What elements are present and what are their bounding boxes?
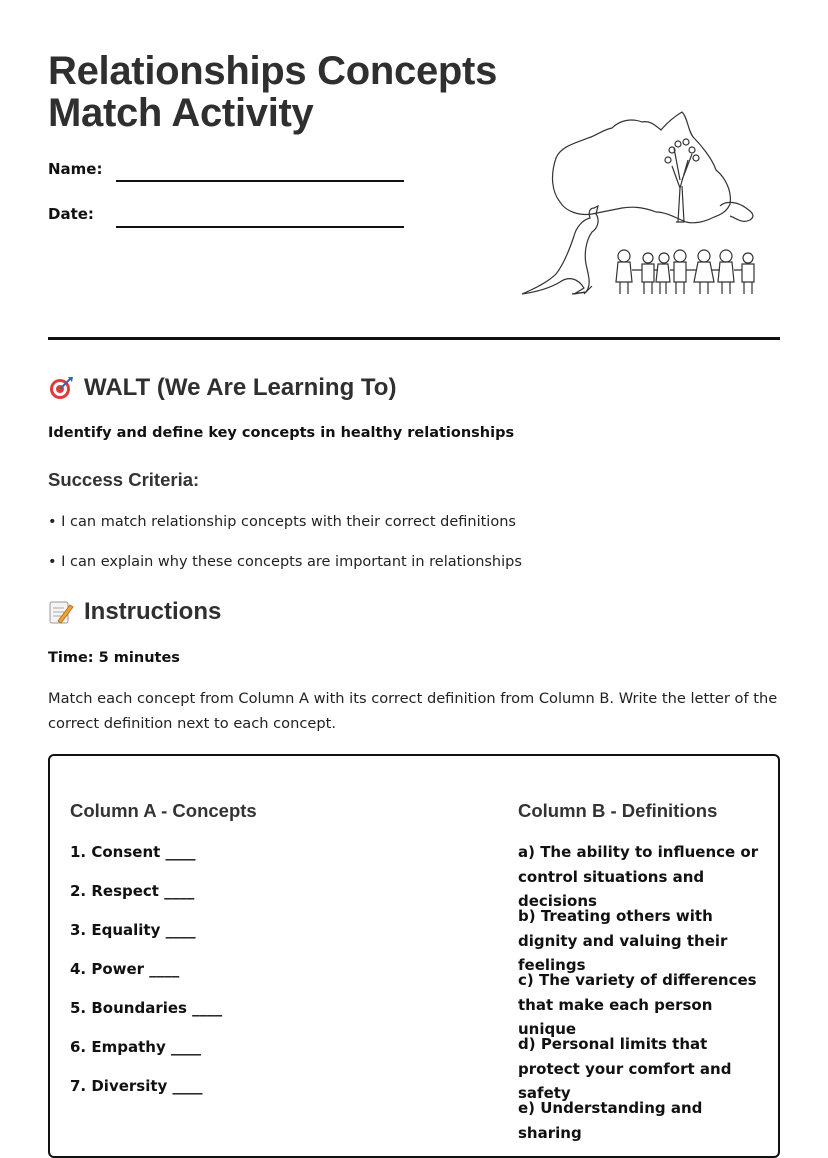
date-line[interactable] [116,226,404,228]
success-heading: Success Criteria: [48,469,200,490]
concept-item[interactable]: 7. Diversity ____ [70,1077,203,1095]
concept-item[interactable]: 1. Consent ____ [70,843,196,861]
page-title [48,50,497,134]
date-field[interactable] [48,205,94,223]
criteria-item: • I can explain why these concepts are important in relationships [48,554,522,570]
matching-box [48,754,780,1158]
instructions-text: Match each concept from Column A with its correct definition from Column B. Write the letter of the correct definition next to each concept. [48,690,778,732]
definition-item: c) The variety of differences that make each person unique [518,971,757,1038]
name-line[interactable] [116,180,404,182]
walt-heading [48,374,396,402]
concept-item[interactable]: 6. Empathy ____ [70,1038,201,1056]
instructions-heading [48,598,221,626]
criteria-item: • I can match relationship concepts with their correct definitions [48,514,516,530]
walt-heading-text: WALT (We Are Learning To) [84,374,397,401]
title-line-2: Match Activity [48,91,314,135]
column-b-heading: Column B - Definitions [518,800,718,821]
concept-item[interactable]: 2. Respect ____ [70,882,195,900]
australia-illustration [516,108,766,304]
concept-item[interactable]: 3. Equality ____ [70,921,196,939]
definition-item: e) Understanding and sharing [518,1099,703,1142]
date-label: Date: [48,205,94,223]
concept-item[interactable]: 4. Power ____ [70,960,180,978]
title-line-1: Relationships Concepts [48,49,498,93]
column-a-heading: Column A - Concepts [70,800,257,821]
definition-item: a) The ability to influence or control situations and decisions [518,843,759,910]
time-label: Time: 5 minutes [48,650,180,666]
memo-pencil-icon [48,599,74,625]
definition-item: b) Treating others with dignity and valuing their feelings [518,907,728,974]
instructions-heading-text: Instructions [84,598,222,625]
divider [48,337,780,340]
target-icon [48,375,74,401]
walt-objective: Identify and define key concepts in healthy relationships [48,425,515,441]
definition-item: d) Personal limits that protect your comfort and safety [518,1035,732,1102]
concept-item[interactable]: 5. Boundaries ____ [70,999,223,1017]
name-field[interactable] [48,160,102,178]
name-label: Name: [48,160,103,178]
